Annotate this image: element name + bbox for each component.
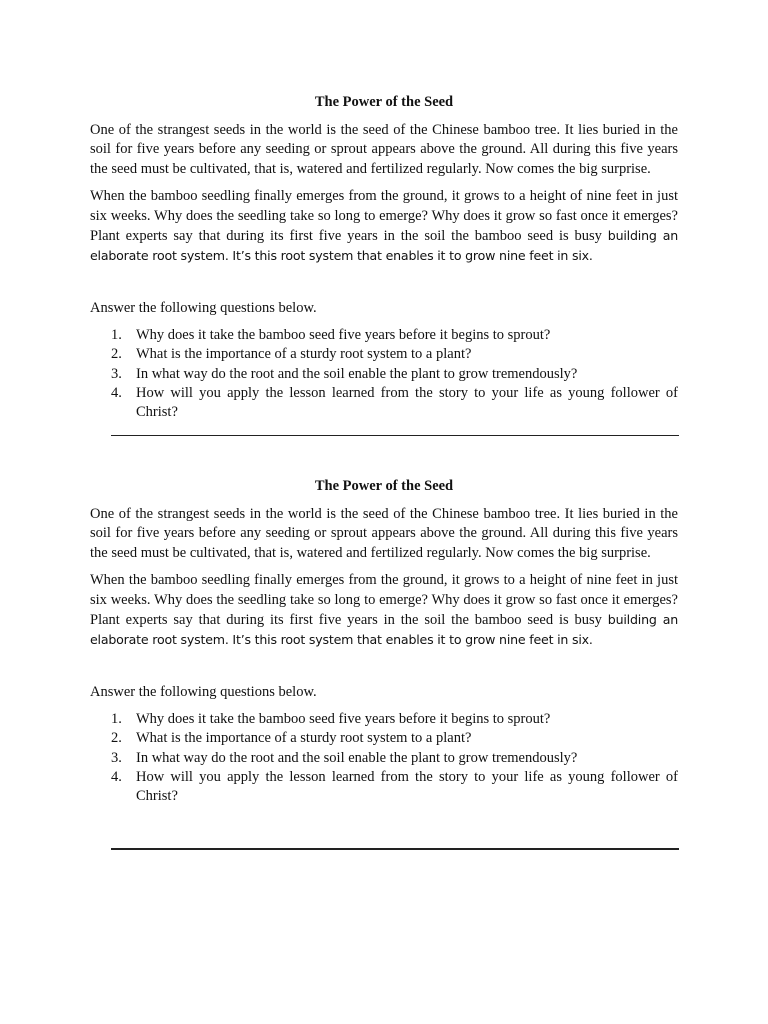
question-number: 3. [111,749,122,766]
questions-prompt: Answer the following questions below. [90,299,317,316]
answer-divider-line [111,435,679,436]
question-number: 4. [111,385,122,402]
worksheet-section-1 [90,93,678,423]
story-paragraph-2 [90,187,678,267]
question-item [90,749,678,768]
question-number: 2. [111,730,122,747]
question-number: 2. [111,346,122,363]
question-item [90,768,678,807]
question-list [90,326,678,423]
question-item [90,345,678,364]
question-text: In what way do the root and the soil enable the plant to grow tremendously? [136,365,578,382]
worksheet-section-2 [90,477,678,807]
questions-prompt: Answer the following questions below. [90,683,317,700]
question-list [90,710,678,807]
question-text: Why does it take the bamboo seed five years before it begins to sprout? [136,326,551,343]
question-item [90,710,678,729]
question-number: 1. [111,710,122,727]
story-paragraph-2-text: When the bamboo seedling finally emerges from the ground, it grows to a height of nine feet in just six weeks. Why does the seedling take so long to emerge? Why does it grow so fast once it emerges? Plant experts say that during its first five years in the soil the bamboo seed is busy [90,188,678,245]
question-text: How will you apply the lesson learned from the story to your life as young follower of Christ? [136,385,678,421]
question-text: What is the importance of a sturdy root system to a plant? [136,730,472,747]
question-item [90,384,678,423]
question-text: How will you apply the lesson learned from the story to your life as young follower of Christ? [136,769,678,805]
question-text: What is the importance of a sturdy root system to a plant? [136,346,472,363]
story-paragraph-2-tail: building an elaborate root system. It’s this root system that enables it to grow nine feet in six. [90,228,678,264]
question-text: Why does it take the bamboo seed five years before it begins to sprout? [136,710,551,727]
answer-divider-line [111,848,679,850]
story-paragraph-2-text: When the bamboo seedling finally emerges from the ground, it grows to a height of nine feet in just six weeks. Why does the seedling take so long to emerge? Why does it grow so fast once it emerges? Plant experts say that during its first five years in the soil the bamboo seed is busy [90,572,678,629]
section-title: The Power of the Seed [314,94,454,110]
section-title: The Power of the Seed [314,478,454,494]
question-number: 4. [111,769,122,786]
story-paragraph-2 [90,571,678,651]
question-number: 3. [111,365,122,382]
question-text: In what way do the root and the soil enable the plant to grow tremendously? [136,749,578,766]
question-number: 1. [111,326,122,343]
story-paragraph-1-text: One of the strangest seeds in the world is the seed of the Chinese bamboo tree. It lies buried in the soil for five years before any seeding or sprout appears above the ground. All during this five years the seed must be cultivated, that is, watered and fertilized regularly. Now comes the big surprise. [90,122,678,177]
story-paragraph-2-tail: building an elaborate root system. It’s this root system that enables it to grow nine feet in six. [90,612,678,648]
question-item [90,326,678,345]
story-paragraph-1 [90,121,678,179]
question-item [90,365,678,384]
story-paragraph-1 [90,505,678,563]
question-item [90,729,678,748]
story-paragraph-1-text: One of the strangest seeds in the world is the seed of the Chinese bamboo tree. It lies buried in the soil for five years before any seeding or sprout appears above the ground. All during this five years the seed must be cultivated, that is, watered and fertilized regularly. Now comes the big surprise. [90,506,678,561]
